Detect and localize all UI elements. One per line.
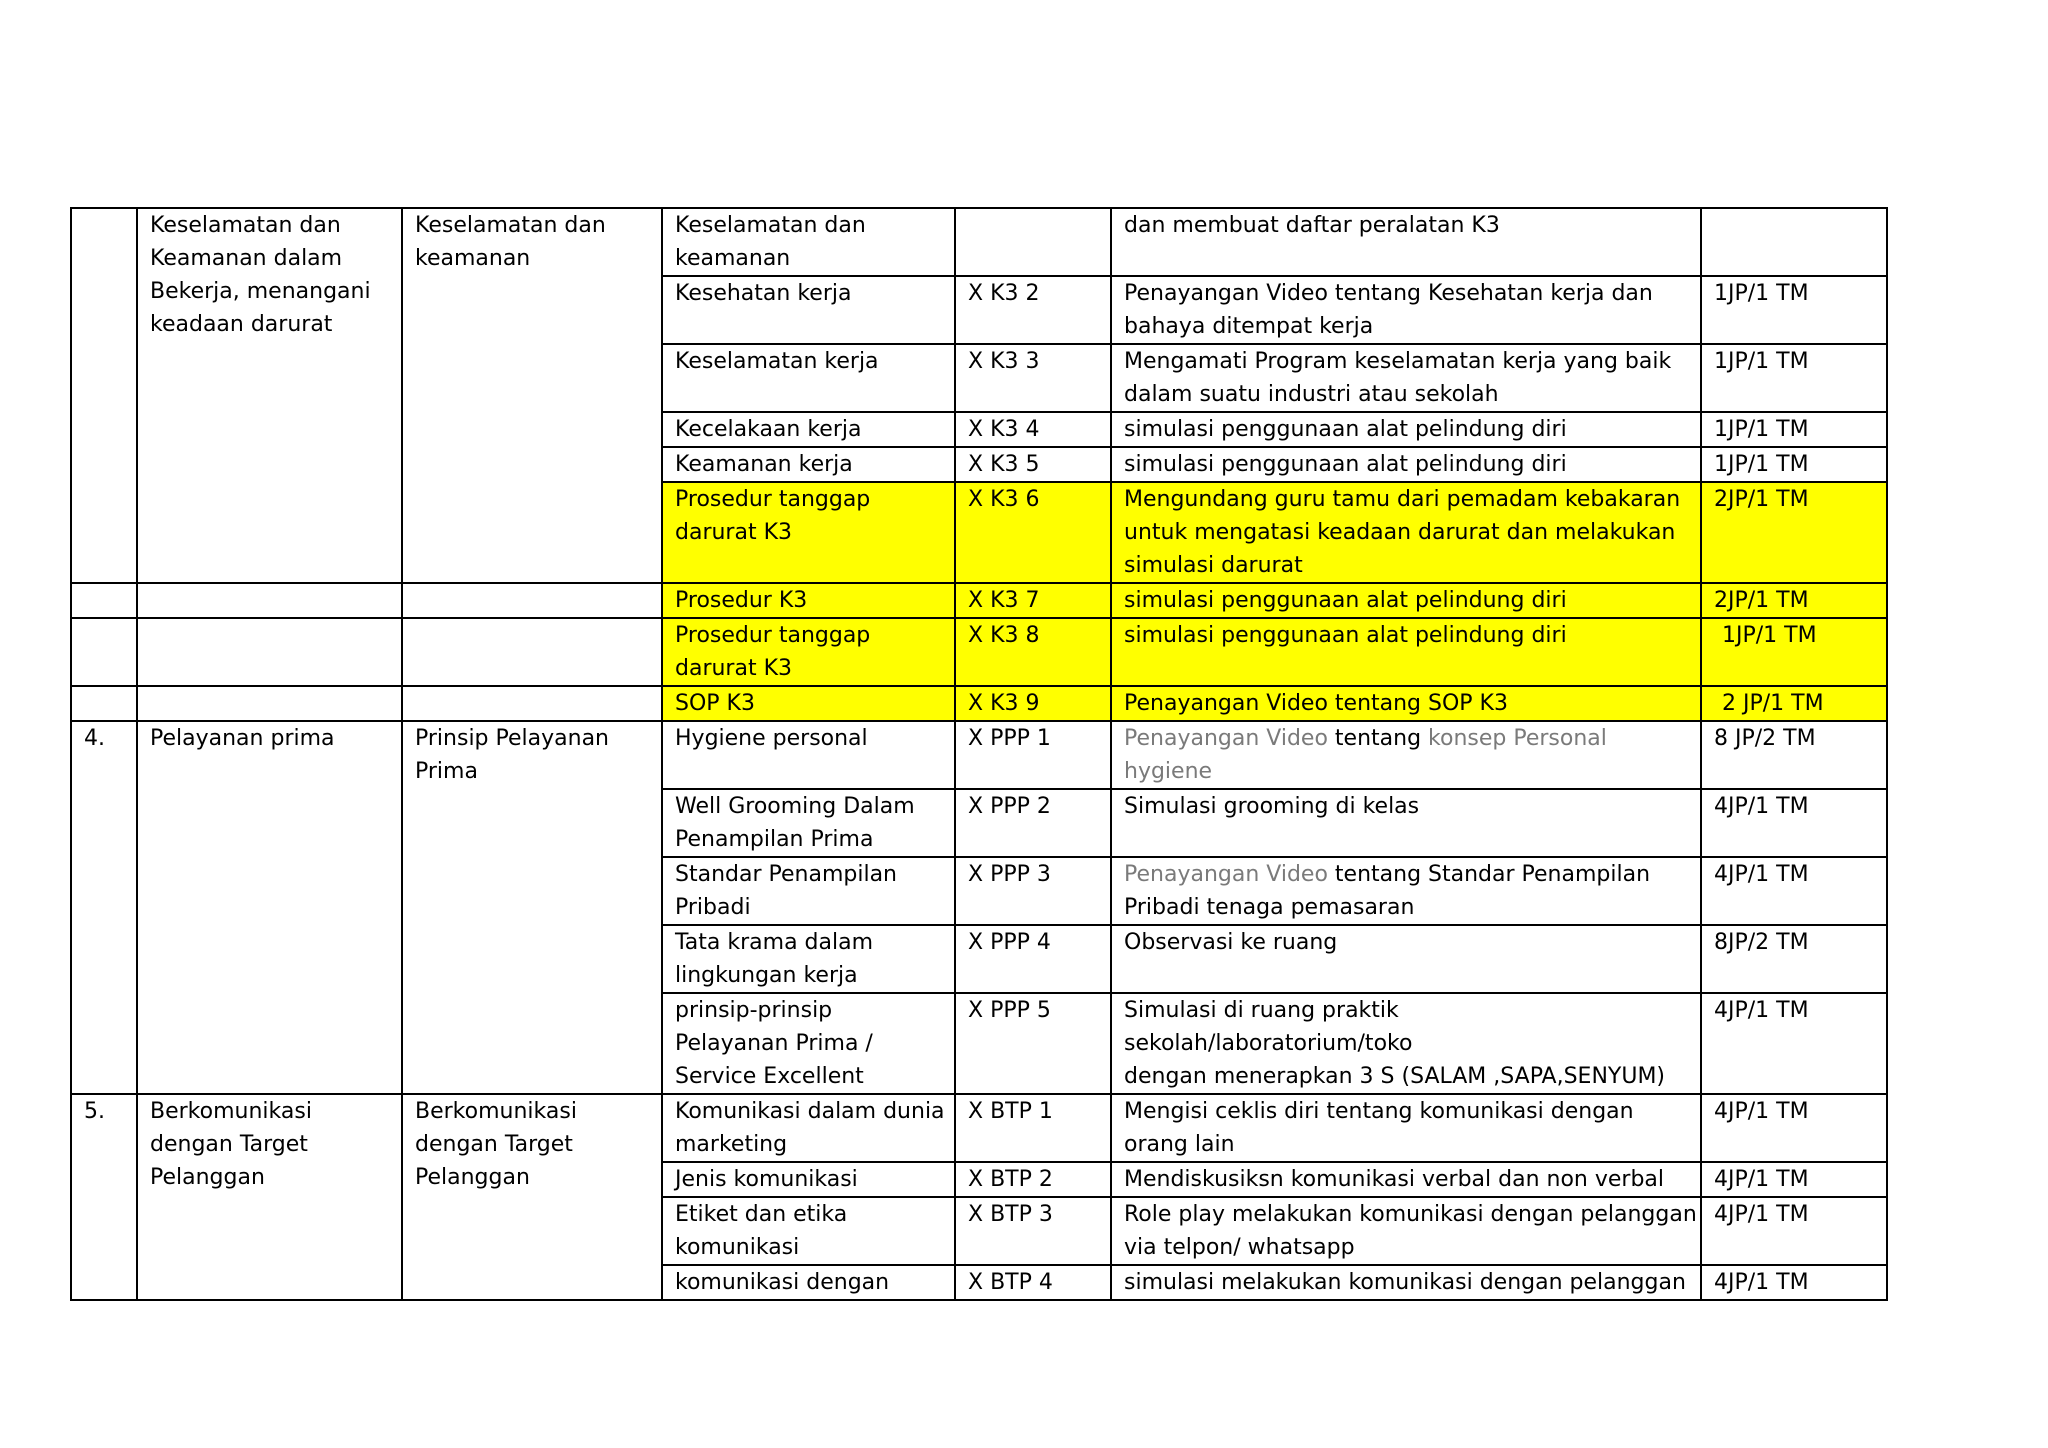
kode-cell: X BTP 2 — [955, 1162, 1111, 1197]
jp-cell — [1701, 208, 1887, 276]
kode-cell: X K3 8 — [955, 618, 1111, 686]
sub-materi-cell: Prosedur K3 — [662, 583, 955, 618]
jp-cell: 8JP/2 TM — [1701, 925, 1887, 993]
kegiatan-cell: Simulasi di ruang praktik sekolah/laboratorium/toko dengan menerapkan 3 S (SALAM ,SAPA,SENYUM) — [1111, 993, 1701, 1094]
kegiatan-cell: Simulasi grooming di kelas — [1111, 789, 1701, 857]
kegiatan-cell: simulasi penggunaan alat pelindung diri — [1111, 583, 1701, 618]
jp-cell: 1JP/1 TM — [1701, 618, 1887, 686]
kegiatan-cell: simulasi melakukan komunikasi dengan pelanggan — [1111, 1265, 1701, 1300]
kode-cell: X PPP 5 — [955, 993, 1111, 1094]
sub-materi-cell: Prosedur tanggap darurat K3 — [662, 618, 955, 686]
kegiatan-cell: Penayangan Video tentang Standar Penampilan Pribadi tenaga pemasaran — [1111, 857, 1701, 925]
jp-cell: 2 JP/1 TM — [1701, 686, 1887, 721]
jp-cell: 4JP/1 TM — [1701, 789, 1887, 857]
sub-materi-cell: Komunikasi dalam dunia marketing — [662, 1094, 955, 1162]
sub-materi-cell: Kesehatan kerja — [662, 276, 955, 344]
kode-cell: X BTP 3 — [955, 1197, 1111, 1265]
kode-cell: X PPP 1 — [955, 721, 1111, 789]
kegiatan-cell: simulasi penggunaan alat pelindung diri — [1111, 447, 1701, 482]
kode-cell: X PPP 2 — [955, 789, 1111, 857]
sub-materi-cell: Etiket dan etika komunikasi — [662, 1197, 955, 1265]
jp-cell: 1JP/1 TM — [1701, 276, 1887, 344]
table-row-highlighted — [71, 618, 1887, 686]
materi-cell: Prinsip Pelayanan Prima — [402, 721, 662, 1094]
materi-cell — [402, 583, 662, 618]
materi-cell — [402, 618, 662, 686]
sub-materi-cell: Keselamatan dan keamanan — [662, 208, 955, 276]
no-cell: 5. — [71, 1094, 137, 1300]
kompetensi-cell: Pelayanan prima — [137, 721, 402, 1094]
materi-cell: Keselamatan dan keamanan — [402, 208, 662, 583]
table-row — [71, 721, 1887, 789]
kode-cell: X K3 7 — [955, 583, 1111, 618]
jp-cell: 4JP/1 TM — [1701, 1094, 1887, 1162]
kode-cell: X K3 9 — [955, 686, 1111, 721]
table-row-highlighted — [71, 583, 1887, 618]
kode-cell: X K3 5 — [955, 447, 1111, 482]
sub-materi-cell: prinsip-prinsip Pelayanan Prima / Service Excellent — [662, 993, 955, 1094]
jp-cell: 4JP/1 TM — [1701, 1265, 1887, 1300]
kegiatan-cell: Penayangan Video tentang SOP K3 — [1111, 686, 1701, 721]
no-cell — [71, 686, 137, 721]
kode-cell: X PPP 4 — [955, 925, 1111, 993]
jp-cell: 2JP/1 TM — [1701, 583, 1887, 618]
kode-cell: X PPP 3 — [955, 857, 1111, 925]
kode-cell: X K3 2 — [955, 276, 1111, 344]
kode-cell: X BTP 1 — [955, 1094, 1111, 1162]
no-cell — [71, 618, 137, 686]
jp-cell: 4JP/1 TM — [1701, 857, 1887, 925]
jp-cell: 8 JP/2 TM — [1701, 721, 1887, 789]
kegiatan-cell: Penayangan Video tentang konsep Personal hygiene — [1111, 721, 1701, 789]
sub-materi-cell: Keselamatan kerja — [662, 344, 955, 412]
sub-materi-cell: Well Grooming Dalam Penampilan Prima — [662, 789, 955, 857]
kegiatan-cell: Penayangan Video tentang Kesehatan kerja dan bahaya ditempat kerja — [1111, 276, 1701, 344]
materi-cell: Berkomunikasi dengan Target Pelanggan — [402, 1094, 662, 1300]
kode-cell — [955, 208, 1111, 276]
kompetensi-cell — [137, 686, 402, 721]
no-cell: 4. — [71, 721, 137, 1094]
jp-cell: 4JP/1 TM — [1701, 993, 1887, 1094]
kegiatan-cell: Role play melakukan komunikasi dengan pelanggan via telpon/ whatsapp — [1111, 1197, 1701, 1265]
no-cell — [71, 208, 137, 583]
kompetensi-cell: Keselamatan dan Keamanan dalam Bekerja, menangani keadaan darurat — [137, 208, 402, 583]
kegiatan-cell: Observasi ke ruang — [1111, 925, 1701, 993]
sub-materi-cell: Jenis komunikasi — [662, 1162, 955, 1197]
kompetensi-cell: Berkomunikasi dengan Target Pelanggan — [137, 1094, 402, 1300]
sub-materi-cell: Tata krama dalam lingkungan kerja — [662, 925, 955, 993]
jp-cell: 1JP/1 TM — [1701, 344, 1887, 412]
kompetensi-cell — [137, 618, 402, 686]
kegiatan-cell: simulasi penggunaan alat pelindung diri — [1111, 412, 1701, 447]
jp-cell: 4JP/1 TM — [1701, 1197, 1887, 1265]
no-cell — [71, 583, 137, 618]
sub-materi-cell: Hygiene personal — [662, 721, 955, 789]
kompetensi-cell — [137, 583, 402, 618]
kegiatan-cell: Mengamati Program keselamatan kerja yang baik dalam suatu industri atau sekolah — [1111, 344, 1701, 412]
jp-cell: 2JP/1 TM — [1701, 482, 1887, 583]
kegiatan-cell: simulasi penggunaan alat pelindung diri — [1111, 618, 1701, 686]
kegiatan-cell: Mengisi ceklis diri tentang komunikasi dengan orang lain — [1111, 1094, 1701, 1162]
table-row — [71, 208, 1887, 276]
kegiatan-cell: Mendiskusiksn komunikasi verbal dan non verbal — [1111, 1162, 1701, 1197]
kode-cell: X K3 6 — [955, 482, 1111, 583]
kode-cell: X K3 3 — [955, 344, 1111, 412]
sub-materi-cell: Prosedur tanggap darurat K3 — [662, 482, 955, 583]
kode-cell: X BTP 4 — [955, 1265, 1111, 1300]
materi-cell — [402, 686, 662, 721]
sub-materi-cell: SOP K3 — [662, 686, 955, 721]
jp-cell: 1JP/1 TM — [1701, 412, 1887, 447]
kegiatan-cell: Mengundang guru tamu dari pemadam kebakaran untuk mengatasi keadaan darurat dan melakukan simulasi darurat — [1111, 482, 1701, 583]
table-row-highlighted — [71, 686, 1887, 721]
jp-cell: 1JP/1 TM — [1701, 447, 1887, 482]
curriculum-table — [70, 207, 1888, 1301]
kegiatan-cell: dan membuat daftar peralatan K3 — [1111, 208, 1701, 276]
sub-materi-cell: Standar Penampilan Pribadi — [662, 857, 955, 925]
kode-cell: X K3 4 — [955, 412, 1111, 447]
table-row — [71, 1094, 1887, 1162]
sub-materi-cell: Kecelakaan kerja — [662, 412, 955, 447]
sub-materi-cell: Keamanan kerja — [662, 447, 955, 482]
sub-materi-cell: komunikasi dengan — [662, 1265, 955, 1300]
jp-cell: 4JP/1 TM — [1701, 1162, 1887, 1197]
